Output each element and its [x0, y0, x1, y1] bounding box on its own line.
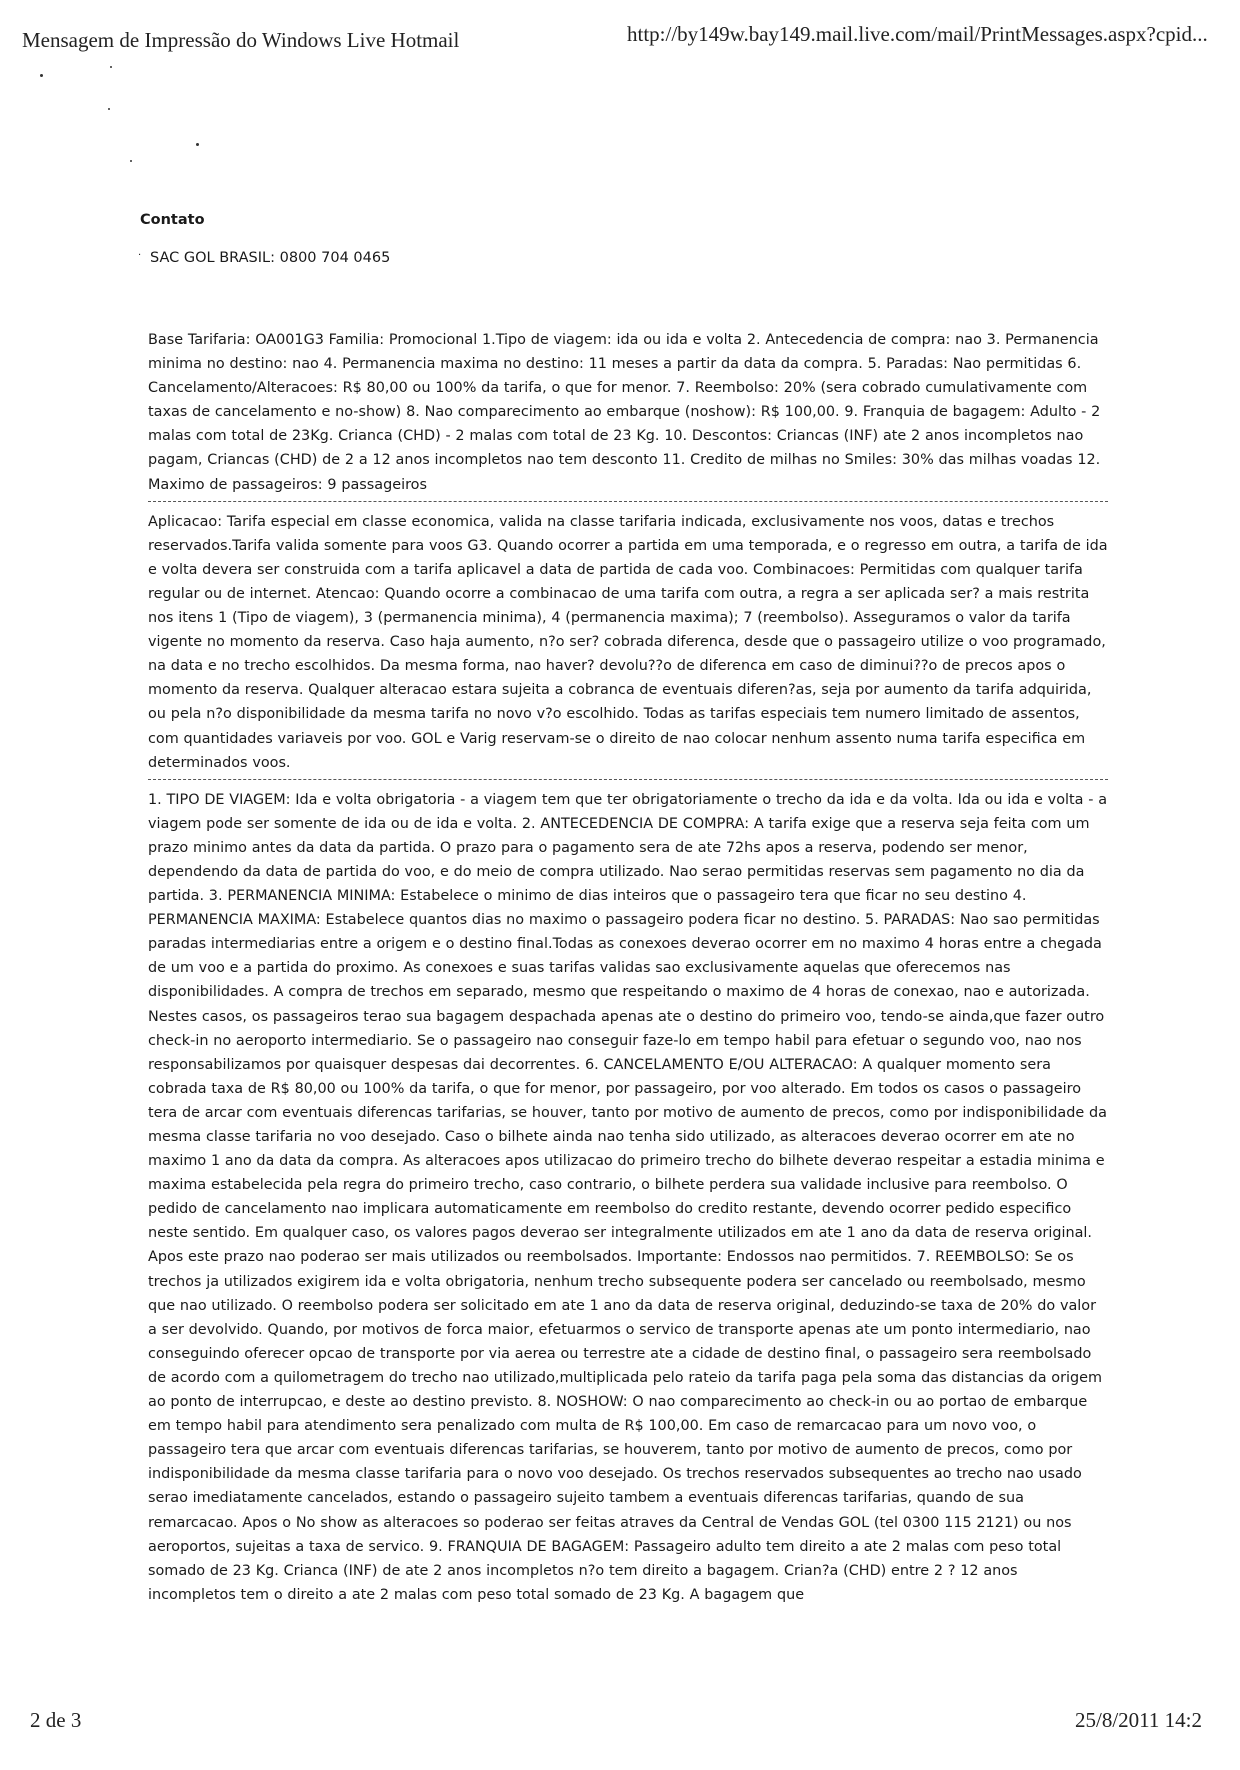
contact-heading: Contato	[140, 212, 205, 228]
scan-speck	[130, 160, 132, 162]
dashed-separator	[148, 779, 1108, 780]
scan-speck	[110, 66, 112, 68]
print-header-title: Mensagem de Impressão do Windows Live Hotmail	[22, 28, 460, 52]
application-paragraph: Aplicacao: Tarifa especial em classe economica, valida na classe tarifaria indicada, exclusivamente nos voos, datas e trechos reservados.Tarifa valida somente para voos G3. Quando ocorrer a partida em uma temporada, e o regresso em outra, a tarifa de ida e volta devera ser construida com a tarifa aplicavel a data de partida de cada voo. Combinacoes: Permitidas com qualquer tarifa regular ou de internet. Atencao: Quando ocorre a combinacao de uma tarifa com outra, a regra a ser aplicada ser? a mais restrita nos itens 1 (Tipo de viagem), 3 (permanencia minima), 4 (permanencia maxima); 7 (reembolso). Asseguramos o valor da tarifa vigente no momento da reserva. Caso haja aumento, n?o ser? cobrada diferenca, desde que o passageiro utilize o voo programado, na data e no trecho escolhidos. Da mesma forma, nao haver? devolu??o de diferenca em caso de diminui??o de precos apos o momento da reserva. Qualquer alteracao estara sujeita a cobranca de eventuais diferen?as, seja por aumento da tarifa adquirida, ou pela n?o disponibilidade da mesma tarifa no novo v?o escolhido. Todas as tarifas especiais tem numero limitado de assentos, com quantidades variaveis por voo. GOL e Varig reservam-se o direito de nao colocar nenhum assento numa tarifa especifica em determinados voos.	[148, 513, 1108, 771]
page-number: 2 de 3	[30, 1708, 82, 1732]
contact-text: SAC GOL BRASIL: 0800 704 0465	[150, 250, 391, 266]
print-datetime: 25/8/2011 14:2	[1075, 1708, 1202, 1732]
dashed-separator	[148, 501, 1108, 502]
print-header-url: http://by149w.bay149.mail.live.com/mail/PrintMessages.aspx?cpid...	[627, 22, 1208, 46]
bullet-icon: ·	[138, 250, 142, 261]
scan-speck	[40, 74, 43, 77]
scan-speck	[108, 108, 110, 110]
rules-paragraph: 1. TIPO DE VIAGEM: Ida e volta obrigatoria - a viagem tem que ter obrigatoriamente o trecho da ida e da volta. Ida ou ida e volta - a viagem pode ser somente de ida ou de ida e volta. 2. ANTECEDENCIA DE COMPRA: A tarifa exige que a reserva seja feita com um prazo minimo antes da data da partida. O prazo para o pagamento sera de ate 72hs apos a reserva, podendo ser menor, dependendo da data de partida do voo, e do meio de compra utilizado. Nao serao permitidas reservas sem pagamento no dia da partida. 3. PERMANENCIA MINIMA: Estabelece o minimo de dias inteiros que o passageiro tera que ficar no seu destino 4. PERMANENCIA MAXIMA: Estabelece quantos dias no maximo o passageiro podera ficar no destino. 5. PARADAS: Nao sao permitidas paradas intermediarias entre a origem e o destino final.Todas as conexoes deverao ocorrer em no maximo 4 horas entre a chegada de um voo e a partida do proximo. As conexoes e suas tarifas validas sao exclusivamente aquelas que oferecemos nas disponibilidades. A compra de trechos em separado, mesmo que respeitando o maximo de 4 horas de conexao, nao e autorizada. Nestes casos, os passageiros terao sua bagagem despachada apenas ate o destino do primeiro voo, tendo-se ainda,que fazer outro check-in no aeroporto intermediario. Se o passageiro nao conseguir faze-lo em tempo habil para efetuar o segundo voo, nao nos responsabilizamos por quaisquer despesas dai decorrentes. 6. CANCELAMENTO E/OU ALTERACAO: A qualquer momento sera cobrada taxa de R$ 80,00 ou 100% da tarifa, o que for menor, por passageiro, por voo alterado. Em todos os casos o passageiro tera de arcar com eventuais diferencas tarifarias, se houver, tanto por motivo de aumento de precos, como por indisponibilidade da mesma classe tarifaria no voo desejado. Caso o bilhete ainda nao tenha sido utilizado, as alteracoes deverao ocorrer em ate no maximo 1 ano da data da compra. As alteracoes apos utilizacao do primeiro trecho do bilhete deverao respeitar a estadia minima e maxima estabelecida pela regra do primeiro trecho, caso contrario, o bilhete perdera sua validade inclusive para reembolso. O pedido de cancelamento nao implicara automaticamente em reembolso do credito restante, devendo ocorrer pedido especifico neste sentido. Em qualquer caso, os valores pagos deverao ser integralmente utilizados em ate 1 ano da data de reserva original. Apos este prazo nao poderao ser mais utilizados ou reembolsados. Importante: Endossos nao permitidos. 7. REEMBOLSO: Se os trechos ja utilizados exigirem ida e volta obrigatoria, nenhum trecho subsequente podera ser cancelado ou reembolsado, mesmo que nao utilizado. O reembolso podera ser solicitado em ate 1 ano da data de reserva original, deduzindo-se taxa de 20% do valor a ser devolvido. Quando, por motivos de forca maior, efetuarmos o servico de transporte apenas ate um ponto intermediario, nao conseguindo oferecer opcao de transporte por via aerea ou terrestre ate a cidade de destino final, o passageiro sera reembolsado de acordo com a quilometragem do trecho nao utilizado,multiplicada pelo rateio da tarifa paga pela soma das distancias da origem ao ponto de interrupcao, e deste ao destino previsto. 8. NOSHOW: O nao comparecimento ao check-in ou ao portao de embarque em tempo habil para atendimento sera penalizado com multa de R$ 100,00. Em caso de remarcacao para um novo voo, o passageiro tera que arcar com eventuais diferencas tarifarias, se houverem, tanto por motivo de aumento de precos, como por indisponibilidade da mesma classe tarifaria para o novo voo desejado. Os trechos reservados subsequentes ao trecho nao usado serao imediatamente cancelados, estando o passageiro sujeito tambem a eventuais diferencas tarifarias, quando de sua remarcacao. Apos o No show as alteracoes so poderao ser feitas atraves da Central de Vendas GOL (tel 0300 115 2121) ou nos aeroportos, sujeitas a taxa de servico. 9. FRANQUIA DE BAGAGEM: Passageiro adulto tem direito a ate 2 malas com peso total somado de 23 Kg. Crianca (INF) de ate 2 anos incompletos n?o tem direito a bagagem. Crian?a (CHD) entre 2 ? 12 anos incompletos tem o direito a ate 2 malas com peso total somado de 23 Kg. A bagagem que	[148, 791, 1108, 1603]
fare-basis-paragraph: Base Tarifaria: OA001G3 Familia: Promocional 1.Tipo de viagem: ida ou ida e volta 2. Antecedencia de compra: nao 3. Permanencia minima no destino: nao 4. Permanencia maxima no destino: 11 meses a partir da data da compra. 5. Paradas: Nao permitidas 6. Cancelamento/Alteracoes: R$ 80,00 ou 100% da tarifa, o que for menor. 7. Reembolso: 20% (sera cobrado cumulativamente com taxas de cancelamento e no-show) 8. Nao comparecimento ao embarque (noshow): R$ 100,00. 9. Franquia de bagagem: Adulto - 2 malas com total de 23Kg. Crianca (CHD) - 2 malas com total de 23 Kg. 10. Descontos: Criancas (INF) ate 2 anos incompletos nao pagam, Criancas (CHD) de 2 a 12 anos incompletos nao tem desconto 11. Credito de milhas no Smiles: 30% das milhas voadas 12. Maximo de passageiros: 9 passageiros	[148, 332, 1101, 493]
contact-line	[138, 250, 1112, 266]
scan-speck	[196, 143, 199, 146]
message-body	[140, 200, 1112, 1607]
